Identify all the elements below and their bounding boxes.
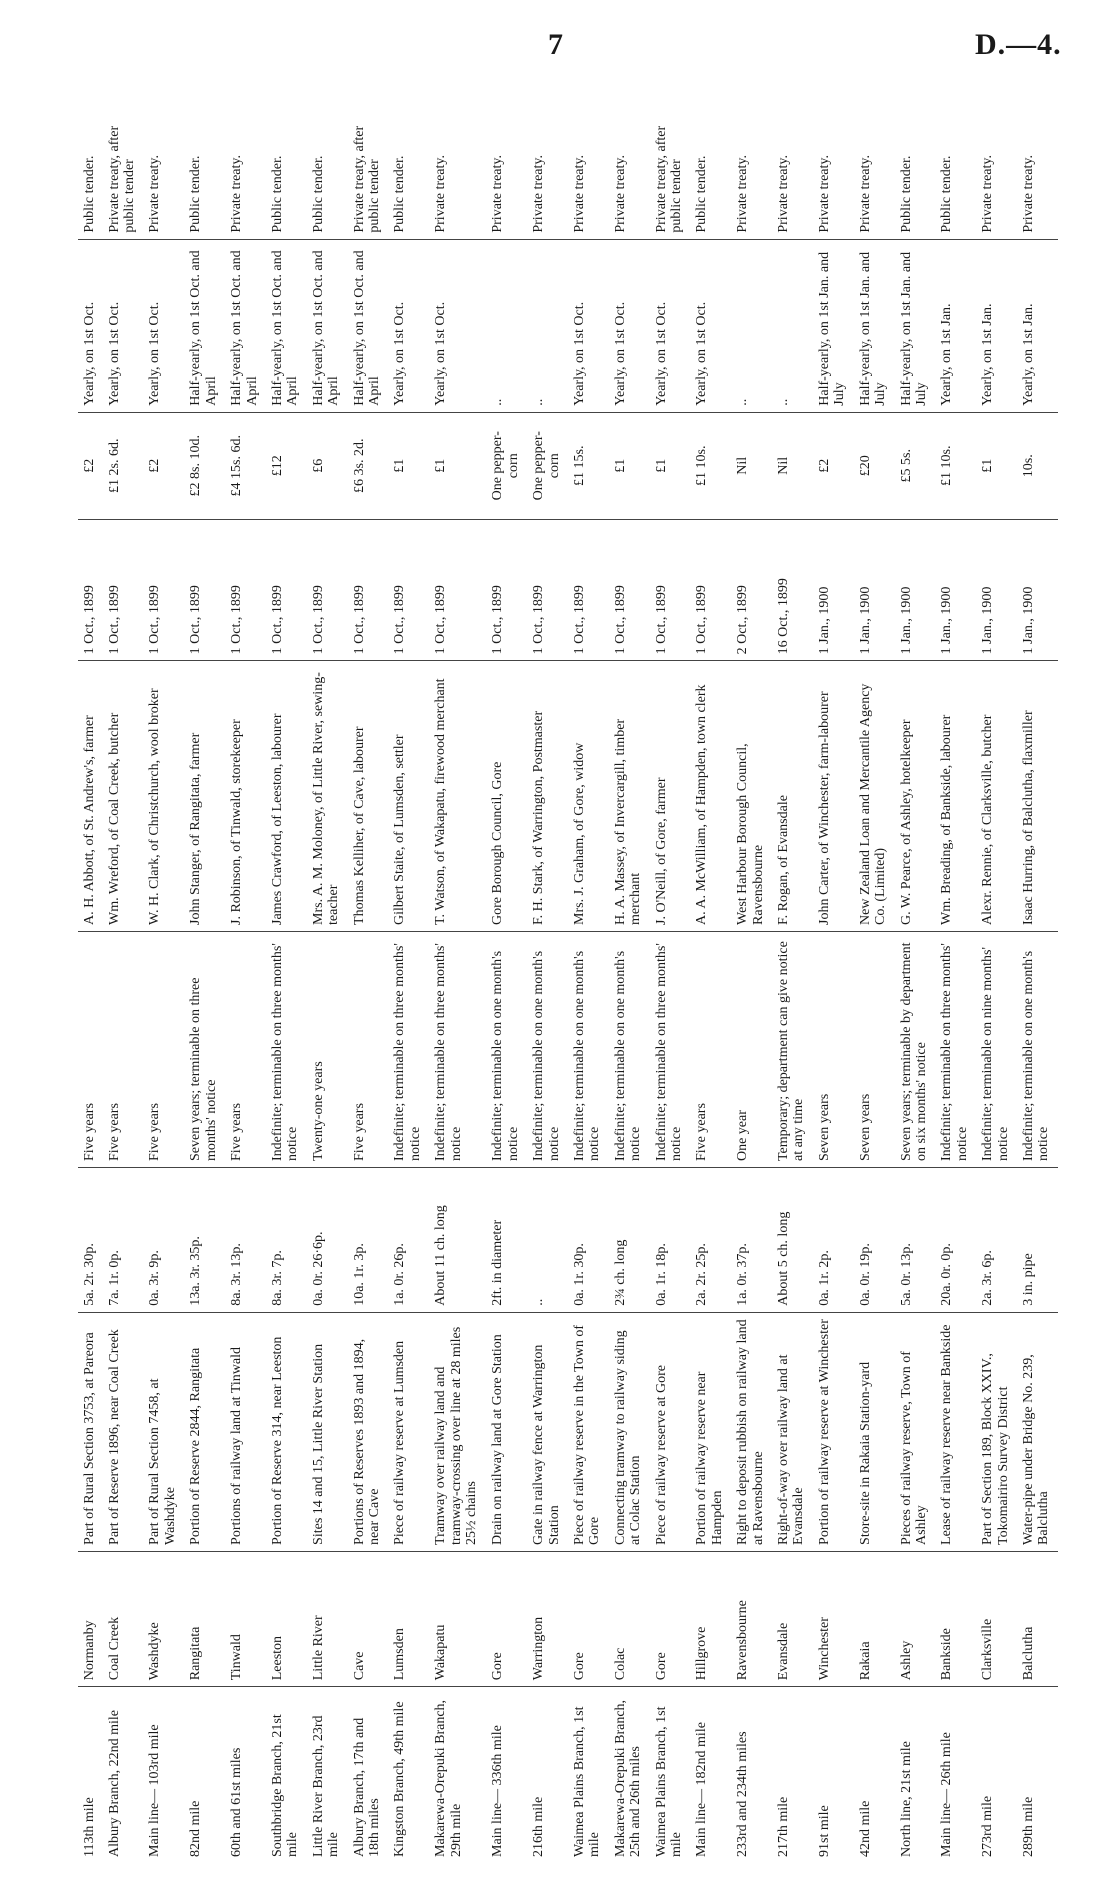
- cell-payable: Half-yearly, on 1st Oct. and April: [348, 239, 389, 412]
- cell-lessee: Gore Borough Council, Gore: [486, 661, 527, 932]
- cell-term: Five years: [348, 931, 389, 1167]
- cell-description: Store-site in Rakaia Station-yard: [854, 1312, 895, 1551]
- cell-description: Portions of Reserves 1893 and 1894, near Cave: [348, 1312, 389, 1551]
- cell-payable: Yearly, on 1st Oct.: [78, 239, 103, 412]
- cell-term: Seven years; terminable by department on six months' notice: [895, 931, 936, 1167]
- cell-how-disposed: Public tender.: [78, 88, 103, 239]
- cell-payable: Yearly, on 1st Oct.: [690, 239, 731, 412]
- cell-location: Waimea Plains Branch, 1st mile: [653, 1706, 684, 1857]
- cell-term: Seven years; terminable on three months' notice: [184, 931, 225, 1167]
- cell-station: Clarksville: [976, 1551, 1017, 1686]
- cell-description: Part of Rural Section 3753, at Pareora: [78, 1312, 103, 1551]
- cell-rent: £1: [650, 412, 691, 519]
- table-row: [772, 88, 813, 1863]
- cell-date: 1 Oct., 1899: [527, 519, 568, 661]
- cell-description: Right to deposit rubbish on railway land at Ravensbourne: [731, 1312, 772, 1551]
- cell-station: Hillgrove: [690, 1551, 731, 1686]
- cell-rent: £20: [854, 412, 895, 519]
- cell-rent: £5 5s.: [895, 412, 936, 519]
- table-row: [143, 88, 184, 1863]
- cell-lessee: J. O'Neill, of Gore, farmer: [650, 661, 691, 932]
- table-row: [527, 88, 568, 1863]
- table-row: [813, 88, 854, 1863]
- cell-lessee: Alexr. Rennie, of Clarksville, butcher: [976, 661, 1017, 932]
- cell-area: 1a. 0r. 37p.: [731, 1168, 772, 1313]
- cell-station: Rakaia: [854, 1551, 895, 1686]
- cell-area: About 5 ch. long: [772, 1168, 813, 1313]
- cell-area: 2ft. in diameter: [486, 1168, 527, 1313]
- cell-description: Tramway over railway land and tramway-crossing over line at 28 miles 25½ chains: [429, 1312, 486, 1551]
- cell-location: Makarewa-Orepuki Branch, 29th mile: [433, 1699, 464, 1857]
- table-row: [307, 88, 348, 1863]
- cell-station: Gore: [486, 1551, 527, 1686]
- cell-how-disposed: Public tender.: [895, 88, 936, 239]
- cell-payable: Yearly, on 1st Oct.: [103, 239, 144, 412]
- cell-location: 216th mile: [531, 1796, 547, 1857]
- cell-date: 1 Oct., 1899: [429, 519, 486, 661]
- cell-term: Indefinite; terminable on one month's notice: [1017, 931, 1058, 1167]
- leases-table-body: [78, 88, 1058, 1863]
- cell-payable: Yearly, on 1st Jan.: [1017, 239, 1058, 412]
- cell-description: Portion of railway reserve at Winchester: [813, 1312, 854, 1551]
- cell-station: Coal Creek: [103, 1551, 144, 1686]
- cell-description: Part of Section 189, Block XXIV., Tokomairiro Survey District: [976, 1312, 1017, 1551]
- cell-area: 0a. 1r. 2p.: [813, 1168, 854, 1313]
- cell-location: Main line— 182nd mile: [694, 1722, 710, 1857]
- cell-area: 8a. 3r. 7p.: [266, 1168, 307, 1313]
- page-number: 7: [548, 28, 563, 61]
- cell-rent: £2 8s. 10d.: [184, 412, 225, 519]
- table-row: [568, 88, 609, 1863]
- cell-station: Little River: [307, 1551, 348, 1686]
- table-row: [609, 88, 650, 1863]
- cell-date: 1 Oct., 1899: [650, 519, 691, 661]
- cell-location: 273rd mile: [980, 1795, 996, 1857]
- cell-rent: £1 10s.: [690, 412, 731, 519]
- cell-term: Indefinite; terminable on one month's notice: [568, 931, 609, 1167]
- cell-description: Portion of railway reserve near Hampden: [690, 1312, 731, 1551]
- cell-area: 0a. 0r. 26·6p.: [307, 1168, 348, 1313]
- cell-location: Southbridge Branch, 21st mile: [269, 1714, 301, 1857]
- cell-how-disposed: Private treaty.: [609, 88, 650, 239]
- cell-how-disposed: Private treaty, after public tender: [103, 88, 144, 239]
- cell-area: 13a. 3r. 35p.: [184, 1168, 225, 1313]
- cell-term: Five years: [690, 931, 731, 1167]
- cell-payable: Yearly, on 1st Jan.: [976, 239, 1017, 412]
- table-row: [935, 88, 976, 1863]
- cell-station: Normanby: [78, 1551, 103, 1686]
- cell-how-disposed: Public tender.: [307, 88, 348, 239]
- cell-lessee: Thomas Kelliher, of Cave, labourer: [348, 661, 389, 932]
- cell-how-disposed: Private treaty.: [486, 88, 527, 239]
- cell-date: 1 Oct., 1899: [568, 519, 609, 661]
- cell-location: Albury Branch, 17th and 18th miles: [351, 1717, 382, 1857]
- cell-rent: £1: [976, 412, 1017, 519]
- table-row: [266, 88, 307, 1863]
- cell-how-disposed: Private treaty.: [813, 88, 854, 239]
- cell-location: 82nd mile: [188, 1800, 204, 1857]
- cell-station: Wakapatu: [429, 1551, 486, 1686]
- table-row: [78, 88, 103, 1863]
- cell-area: 20a. 0r. 0p.: [935, 1168, 976, 1313]
- cell-payable: Yearly, on 1st Oct.: [609, 239, 650, 412]
- cell-description: Part of Rural Section 7458, at Washdyke: [143, 1312, 184, 1551]
- cell-station: Bankside: [935, 1551, 976, 1686]
- table-row: [976, 88, 1017, 1863]
- cell-how-disposed: Private treaty.: [527, 88, 568, 239]
- cell-area: 8a. 3r. 13p.: [225, 1168, 266, 1313]
- cell-term: Indefinite; terminable on one month's notice: [609, 931, 650, 1167]
- cell-date: 16 Oct., 1899: [772, 519, 813, 661]
- cell-date: 1 Oct., 1899: [609, 519, 650, 661]
- cell-payable: Half-yearly, on 1st Oct. and April: [184, 239, 225, 412]
- cell-term: One year: [731, 931, 772, 1167]
- cell-location: Waimea Plains Branch, 1st mile: [571, 1706, 603, 1857]
- cell-how-disposed: Public tender.: [690, 88, 731, 239]
- cell-term: Five years: [225, 931, 266, 1167]
- cell-area: 5a. 2r. 30p.: [78, 1168, 103, 1313]
- lease-table-frame: [78, 88, 1058, 1863]
- cell-term: Temporary; department can give notice at any time: [772, 931, 813, 1167]
- cell-description: Portion of Reserve 2844, Rangitata: [184, 1312, 225, 1551]
- cell-lessee: G. W. Pearce, of Ashley, hotelkeeper: [895, 661, 936, 932]
- cell-location: 60th and 61st miles: [229, 1747, 245, 1857]
- cell-term: Indefinite; terminable on three months' notice: [266, 931, 307, 1167]
- cell-lessee: H. A. Massey, of Invercargill, timber merchant: [609, 661, 650, 932]
- cell-how-disposed: Private treaty.: [225, 88, 266, 239]
- cell-rent: £2: [813, 412, 854, 519]
- cell-date: 1 Oct., 1899: [78, 519, 103, 661]
- cell-rent: £1: [609, 412, 650, 519]
- cell-lessee: Wm. Breading, of Bankside, labourer: [935, 661, 976, 932]
- leases-table: [78, 88, 1058, 1863]
- cell-payable: Yearly, on 1st Oct.: [568, 239, 609, 412]
- cell-date: 1 Oct., 1899: [486, 519, 527, 661]
- cell-lessee: John Stanger, of Rangitata, farmer: [184, 661, 225, 932]
- table-row: [486, 88, 527, 1863]
- cell-station: Rangitata: [184, 1551, 225, 1686]
- cell-date: 1 Jan., 1900: [1017, 519, 1058, 661]
- cell-term: Five years: [103, 931, 144, 1167]
- cell-area: 0a. 1r. 18p.: [650, 1168, 691, 1313]
- cell-description: Lease of railway reserve near Bankside: [935, 1312, 976, 1551]
- cell-description: Right-of-way over railway land at Evansdale: [772, 1312, 813, 1551]
- cell-date: 1 Oct., 1899: [143, 519, 184, 661]
- cell-area: 10a. 1r. 3p.: [348, 1168, 389, 1313]
- cell-term: Indefinite; terminable on one month's notice: [527, 931, 568, 1167]
- cell-how-disposed: Private treaty.: [1017, 88, 1058, 239]
- cell-how-disposed: Private treaty, after public tender: [348, 88, 389, 239]
- cell-rent: £1: [388, 412, 429, 519]
- cell-payable: Half-yearly, on 1st Oct. and April: [266, 239, 307, 412]
- cell-station: Tinwald: [225, 1551, 266, 1686]
- cell-area: About 11 ch. long: [429, 1168, 486, 1313]
- cell-lessee: New Zealand Loan and Mercantile Agency Co. (Limited): [854, 661, 895, 932]
- table-row: [690, 88, 731, 1863]
- cell-rent: £1 10s.: [935, 412, 976, 519]
- table-row: [854, 88, 895, 1863]
- cell-area: 2a. 3r. 6p.: [976, 1168, 1017, 1313]
- cell-date: 1 Oct., 1899: [348, 519, 389, 661]
- cell-lessee: A. H. Abbott, of St. Andrew's, farmer: [78, 661, 103, 932]
- cell-location: Little River Branch, 23rd mile: [310, 1715, 342, 1857]
- cell-rent: £6: [307, 412, 348, 519]
- cell-payable: Half-yearly, on 1st Oct. and April: [307, 239, 348, 412]
- cell-description: Portion of Reserve 314, near Leeston: [266, 1312, 307, 1551]
- table-row: [429, 88, 486, 1863]
- cell-payable: ..: [772, 239, 813, 412]
- cell-date: 1 Oct., 1899: [266, 519, 307, 661]
- cell-date: 1 Jan., 1900: [895, 519, 936, 661]
- cell-payable: ..: [486, 239, 527, 412]
- cell-term: Five years: [143, 931, 184, 1167]
- cell-payable: Half-yearly, on 1st Jan. and July: [854, 239, 895, 412]
- cell-station: Ravensbourne: [731, 1551, 772, 1686]
- cell-location: Main line— 336th mile: [490, 1725, 506, 1857]
- cell-how-disposed: Private treaty.: [976, 88, 1017, 239]
- cell-lessee: Gilbert Staite, of Lumsden, settler: [388, 661, 429, 932]
- cell-rent: £1: [429, 412, 486, 519]
- cell-how-disposed: Private treaty.: [854, 88, 895, 239]
- document-reference: D.—4.: [975, 28, 1062, 61]
- cell-lessee: W. H. Clark, of Christchurch, wool broker: [143, 661, 184, 932]
- cell-station: Lumsden: [388, 1551, 429, 1686]
- cell-date: 1 Jan., 1900: [813, 519, 854, 661]
- cell-term: Twenty-one years: [307, 931, 348, 1167]
- cell-location: 113th mile: [82, 1797, 97, 1857]
- table-row: [184, 88, 225, 1863]
- cell-rent: £1 2s. 6d.: [103, 412, 144, 519]
- cell-rent: £1 15s.: [568, 412, 609, 519]
- cell-payable: Half-yearly, on 1st Oct. and April: [225, 239, 266, 412]
- table-row: [895, 88, 936, 1863]
- cell-rent: £12: [266, 412, 307, 519]
- cell-description: Pieces of railway reserve, Town of Ashley: [895, 1312, 936, 1551]
- table-row: [731, 88, 772, 1863]
- cell-term: Seven years: [854, 931, 895, 1167]
- cell-how-disposed: Private treaty.: [143, 88, 184, 239]
- cell-description: Piece of railway reserve in the Town of Gore: [568, 1312, 609, 1551]
- cell-station: Ashley: [895, 1551, 936, 1686]
- cell-station: Washdyke: [143, 1551, 184, 1686]
- cell-date: 1 Jan., 1900: [976, 519, 1017, 661]
- cell-station: Colac: [609, 1551, 650, 1686]
- cell-area: 0a. 1r. 30p.: [568, 1168, 609, 1313]
- cell-location: Main line— 26th mile: [939, 1732, 955, 1857]
- cell-date: 1 Jan., 1900: [854, 519, 895, 661]
- cell-date: 1 Oct., 1899: [184, 519, 225, 661]
- cell-term: Five years: [78, 931, 103, 1167]
- cell-station: Warrington: [527, 1551, 568, 1686]
- cell-lessee: F. Rogan, of Evansdale: [772, 661, 813, 932]
- cell-lessee: Wm. Wreford, of Coal Creek, butcher: [103, 661, 144, 932]
- cell-rent: £4 15s. 6d.: [225, 412, 266, 519]
- cell-lessee: James Crawford, of Leeston, labourer: [266, 661, 307, 932]
- cell-location: North line, 21st mile: [898, 1741, 914, 1857]
- cell-payable: Half-yearly, on 1st Jan. and July: [813, 239, 854, 412]
- cell-date: 1 Oct., 1899: [307, 519, 348, 661]
- cell-lessee: J. Robinson, of Tinwald, storekeeper: [225, 661, 266, 932]
- cell-rent: Nil: [772, 412, 813, 519]
- cell-area: 2¾ ch. long: [609, 1168, 650, 1313]
- cell-how-disposed: Private treaty.: [429, 88, 486, 239]
- cell-lessee: Mrs. A. M. Moloney, of Little River, sewing-teacher: [307, 661, 348, 932]
- cell-station: Balclutha: [1017, 1551, 1058, 1686]
- cell-lessee: Mrs. J. Graham, of Gore, widow: [568, 661, 609, 932]
- cell-location: Albury Branch, 22nd mile: [106, 1710, 122, 1857]
- cell-location: 217th mile: [776, 1796, 792, 1857]
- cell-payable: ..: [731, 239, 772, 412]
- cell-term: Indefinite; terminable on three months' notice: [429, 931, 486, 1167]
- cell-date: 1 Oct., 1899: [225, 519, 266, 661]
- cell-term: Indefinite; terminable on three months' notice: [650, 931, 691, 1167]
- cell-area: 2a. 2r. 25p.: [690, 1168, 731, 1313]
- cell-lessee: F. H. Stark, of Warrington, Postmaster: [527, 661, 568, 932]
- cell-payable: ..: [527, 239, 568, 412]
- cell-area: 5a. 0r. 13p.: [895, 1168, 936, 1313]
- cell-description: Sites 14 and 15, Little River Station: [307, 1312, 348, 1551]
- table-row: [650, 88, 691, 1863]
- cell-area: 3 in. pipe: [1017, 1168, 1058, 1313]
- cell-date: 1 Oct., 1899: [690, 519, 731, 661]
- table-row: [348, 88, 389, 1863]
- cell-location: 91st mile: [816, 1805, 832, 1857]
- cell-date: 1 Jan., 1900: [935, 519, 976, 661]
- cell-lessee: Isaac Hurring, of Balclutha, flaxmiller: [1017, 661, 1058, 932]
- cell-rent: One pepper-corn: [527, 412, 568, 519]
- cell-how-disposed: Private treaty.: [772, 88, 813, 239]
- cell-location: 233rd and 234th miles: [735, 1731, 751, 1857]
- cell-description: Drain on railway land at Gore Station: [486, 1312, 527, 1551]
- cell-payable: Half-yearly, on 1st Jan. and July: [895, 239, 936, 412]
- cell-date: 1 Oct., 1899: [388, 519, 429, 661]
- cell-date: 2 Oct., 1899: [731, 519, 772, 661]
- cell-location: Main line— 103rd mile: [147, 1724, 163, 1857]
- cell-how-disposed: Private treaty.: [568, 88, 609, 239]
- cell-how-disposed: Public tender.: [388, 88, 429, 239]
- table-row: [388, 88, 429, 1863]
- table-row: [103, 88, 144, 1863]
- cell-station: Evansdale: [772, 1551, 813, 1686]
- cell-description: Connecting tramway to railway siding at Colac Station: [609, 1312, 650, 1551]
- cell-area: 0a. 0r. 19p.: [854, 1168, 895, 1313]
- cell-location: 289th mile: [1021, 1796, 1037, 1857]
- cell-station: Winchester: [813, 1551, 854, 1686]
- cell-description: Piece of railway reserve at Gore: [650, 1312, 691, 1551]
- cell-term: Seven years: [813, 931, 854, 1167]
- cell-date: 1 Oct., 1899: [103, 519, 144, 661]
- table-row: [1017, 88, 1058, 1863]
- cell-term: Indefinite; terminable on nine months' notice: [976, 931, 1017, 1167]
- cell-location: Makarewa-Orepuki Branch, 25th and 26th miles: [612, 1699, 644, 1857]
- cell-rent: Nil: [731, 412, 772, 519]
- cell-term: Indefinite; terminable on three months' notice: [935, 931, 976, 1167]
- cell-station: Cave: [348, 1551, 389, 1686]
- rotated-table-wrapper: [78, 88, 1058, 1863]
- cell-location: 42nd mile: [857, 1800, 873, 1857]
- cell-term: Indefinite; terminable on one month's notice: [486, 931, 527, 1167]
- cell-description: Water-pipe under Bridge No. 239, Balclutha: [1017, 1312, 1058, 1551]
- cell-payable: Yearly, on 1st Oct.: [143, 239, 184, 412]
- cell-station: Gore: [650, 1551, 691, 1686]
- cell-payable: Yearly, on 1st Oct.: [429, 239, 486, 412]
- cell-rent: £2: [78, 412, 103, 519]
- cell-payable: Yearly, on 1st Oct.: [650, 239, 691, 412]
- cell-how-disposed: Public tender.: [935, 88, 976, 239]
- table-row: [225, 88, 266, 1863]
- cell-location: Kingston Branch, 49th mile: [392, 1701, 408, 1857]
- cell-lessee: John Carter, of Winchester, farm-labourer: [813, 661, 854, 932]
- cell-station: Leeston: [266, 1551, 307, 1686]
- cell-lessee: T. Watson, of Wakapatu, firewood merchant: [429, 661, 486, 932]
- cell-rent: £6 3s. 2d.: [348, 412, 389, 519]
- cell-description: Piece of railway reserve at Lumsden: [388, 1312, 429, 1551]
- cell-how-disposed: Private treaty, after public tender: [650, 88, 691, 239]
- cell-payable: Yearly, on 1st Jan.: [935, 239, 976, 412]
- cell-area: ..: [527, 1168, 568, 1313]
- cell-description: Gate in railway fence at Warrington Station: [527, 1312, 568, 1551]
- cell-area: 0a. 3r. 9p.: [143, 1168, 184, 1313]
- cell-how-disposed: Public tender.: [266, 88, 307, 239]
- cell-term: Indefinite; terminable on three months' notice: [388, 931, 429, 1167]
- cell-description: Portions of railway land at Tinwald: [225, 1312, 266, 1551]
- cell-lessee: West Harbour Borough Council, Ravensbourne: [731, 661, 772, 932]
- cell-lessee: A. A. McWilliam, of Hampden, town clerk: [690, 661, 731, 932]
- cell-station: Gore: [568, 1551, 609, 1686]
- cell-rent: 10s.: [1017, 412, 1058, 519]
- cell-how-disposed: Private treaty.: [731, 88, 772, 239]
- cell-rent: One pepper-corn: [486, 412, 527, 519]
- cell-area: 7a. 1r. 0p.: [103, 1168, 144, 1313]
- cell-payable: Yearly, on 1st Oct.: [388, 239, 429, 412]
- cell-how-disposed: Public tender.: [184, 88, 225, 239]
- cell-rent: £2: [143, 412, 184, 519]
- cell-description: Part of Reserve 1896, near Coal Creek: [103, 1312, 144, 1551]
- cell-area: 1a. 0r. 26p.: [388, 1168, 429, 1313]
